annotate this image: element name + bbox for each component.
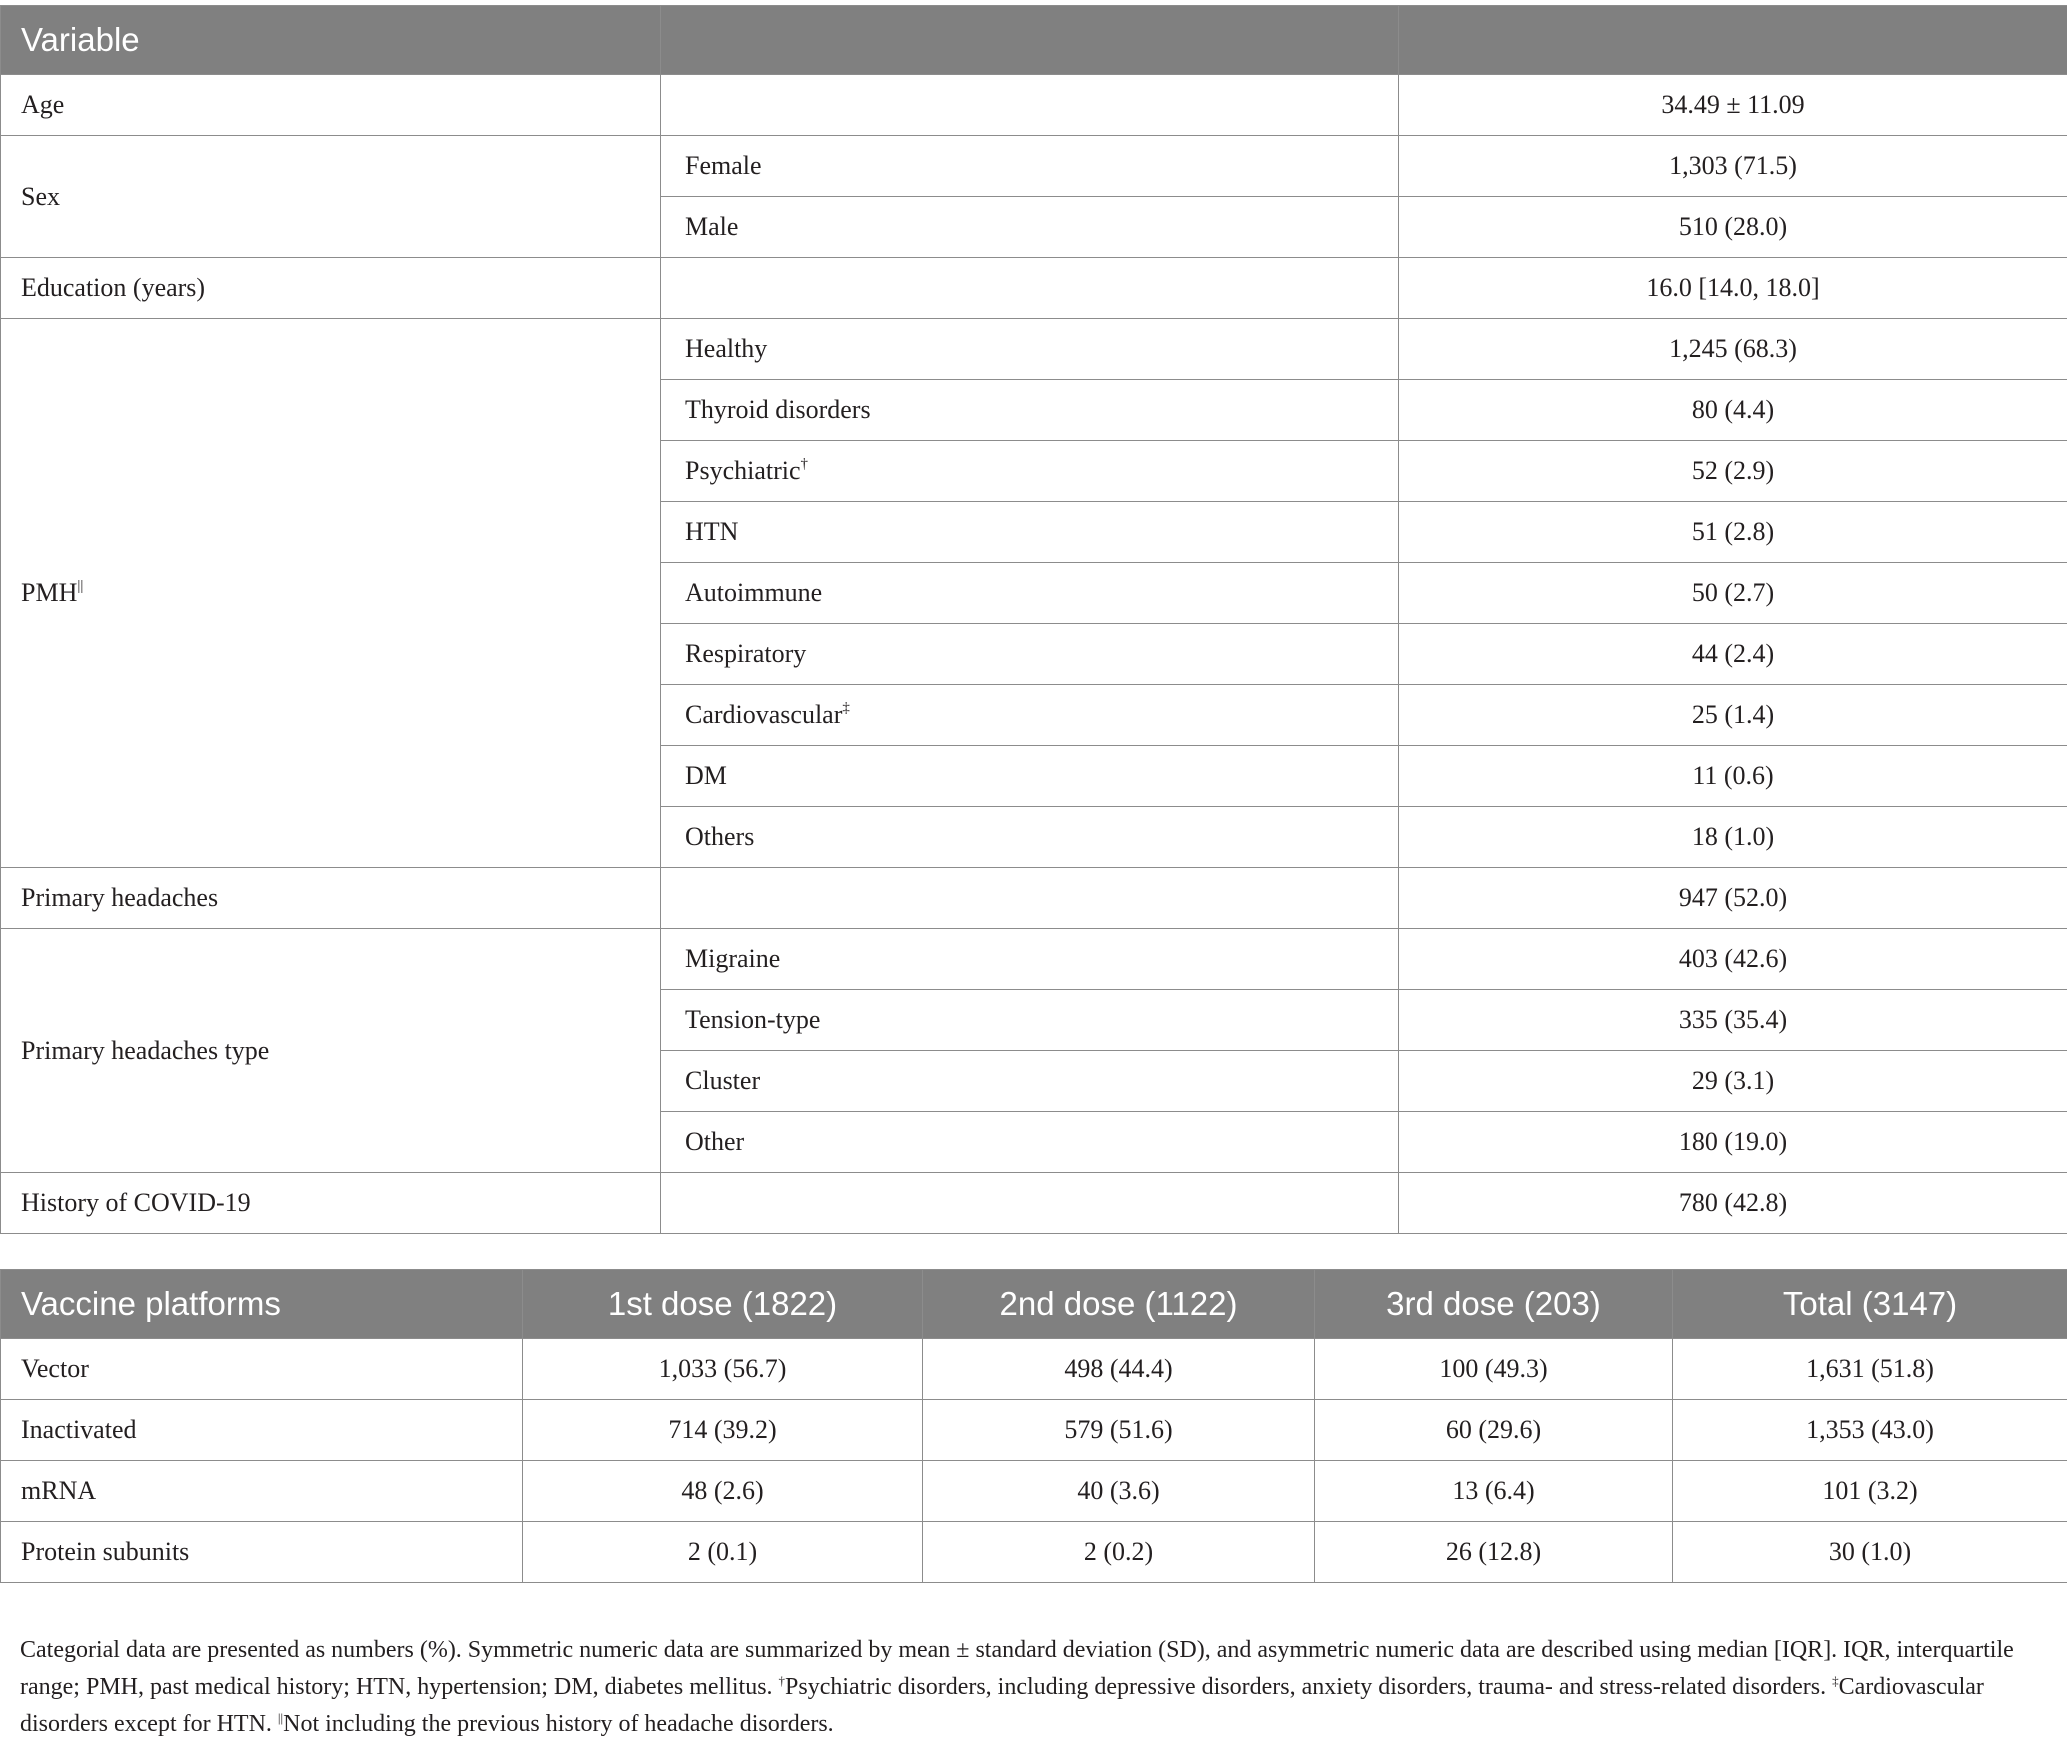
category-cell: Thyroid disorders — [661, 380, 1399, 441]
platform-cell: mRNA — [1, 1461, 523, 1522]
category-cell — [661, 1173, 1399, 1234]
value-cell: 25 (1.4) — [1399, 685, 2067, 746]
table-row — [1, 1522, 2067, 1583]
category-label: Cardiovascular — [685, 700, 843, 729]
category-cell: Others — [661, 807, 1399, 868]
table-footnote — [20, 1632, 2050, 1743]
table-row — [1, 75, 2067, 136]
dose-2-cell: 579 (51.6) — [923, 1400, 1315, 1461]
value-cell: 18 (1.0) — [1399, 807, 2067, 868]
category-cell: Tension-type — [661, 990, 1399, 1051]
category-cell: HTN — [661, 502, 1399, 563]
value-cell: 335 (35.4) — [1399, 990, 2067, 1051]
variable-cell: Primary headaches — [1, 868, 661, 929]
table-row — [1, 136, 2067, 197]
category-cell: DM — [661, 746, 1399, 807]
footnote-text: Categorial data are presented as numbers (%). Symmetric numeric data are summarized by mean ± standard deviation (SD), and asymmetric numeric data are described using median [IQR]. IQR, interquartile range; PMH, past medical history; HTN, hypertension; DM, diabetes mellitus. — [20, 1637, 2014, 1700]
table-row — [1, 1173, 2067, 1234]
dose-3-cell: 13 (6.4) — [1315, 1461, 1673, 1522]
footnote-mark: || — [277, 1710, 284, 1725]
footnote-mark: † — [800, 456, 809, 472]
dose-2-cell: 40 (3.6) — [923, 1461, 1315, 1522]
footnote-mark: ‡ — [1832, 1673, 1839, 1688]
total-cell: 1,631 (51.8) — [1673, 1339, 2067, 1400]
category-cell: Other — [661, 1112, 1399, 1173]
category-cell — [661, 75, 1399, 136]
value-cell: 50 (2.7) — [1399, 563, 2067, 624]
platform-cell: Protein subunits — [1, 1522, 523, 1583]
category-cell — [661, 258, 1399, 319]
total-cell: 30 (1.0) — [1673, 1522, 2067, 1583]
table-row — [1, 868, 2067, 929]
table-header-row — [1, 6, 2067, 75]
value-cell: 180 (19.0) — [1399, 1112, 2067, 1173]
value-cell: 34.49 ± 11.09 — [1399, 75, 2067, 136]
variable-cell: Education (years) — [1, 258, 661, 319]
footnote-mark: ‡ — [842, 700, 850, 716]
variable-cell: Age — [1, 75, 661, 136]
category-cell: Female — [661, 136, 1399, 197]
value-cell: 16.0 [14.0, 18.0] — [1399, 258, 2067, 319]
header-variable: Variable — [1, 6, 661, 75]
vaccine-platforms-table — [0, 1269, 2067, 1583]
demographics-table — [0, 5, 2067, 1234]
category-cell — [661, 441, 1399, 502]
dose-1-cell: 48 (2.6) — [523, 1461, 923, 1522]
header-dose-3: 3rd dose (203) — [1315, 1270, 1673, 1339]
category-cell: Migraine — [661, 929, 1399, 990]
table-row — [1, 319, 2067, 380]
variable-cell: Primary headaches type — [1, 929, 661, 1173]
header-platform: Vaccine platforms — [1, 1270, 523, 1339]
variable-label: PMH — [21, 578, 78, 607]
category-cell — [661, 685, 1399, 746]
dose-1-cell: 2 (0.1) — [523, 1522, 923, 1583]
category-cell: Autoimmune — [661, 563, 1399, 624]
value-cell: 80 (4.4) — [1399, 380, 2067, 441]
footnote-mark: || — [77, 578, 84, 594]
dose-2-cell: 498 (44.4) — [923, 1339, 1315, 1400]
table-header-row — [1, 1270, 2067, 1339]
dose-3-cell: 60 (29.6) — [1315, 1400, 1673, 1461]
header-total: Total (3147) — [1673, 1270, 2067, 1339]
table-row — [1, 1339, 2067, 1400]
header-value — [1399, 6, 2067, 75]
category-label: Psychiatric — [685, 456, 801, 485]
footnote-text: Psychiatric disorders, including depressive disorders, anxiety disorders, trauma- and stress-related disorders. — [785, 1674, 1833, 1700]
dose-3-cell: 100 (49.3) — [1315, 1339, 1673, 1400]
category-cell: Respiratory — [661, 624, 1399, 685]
value-cell: 29 (3.1) — [1399, 1051, 2067, 1112]
footnote-text: Cardiovascular disorders except for HTN. — [20, 1674, 1984, 1737]
platform-cell: Inactivated — [1, 1400, 523, 1461]
table-row — [1, 1461, 2067, 1522]
category-cell: Healthy — [661, 319, 1399, 380]
variable-cell: History of COVID-19 — [1, 1173, 661, 1234]
value-cell: 52 (2.9) — [1399, 441, 2067, 502]
header-dose-2: 2nd dose (1122) — [923, 1270, 1315, 1339]
value-cell: 11 (0.6) — [1399, 746, 2067, 807]
dose-3-cell: 26 (12.8) — [1315, 1522, 1673, 1583]
variable-cell: Sex — [1, 136, 661, 258]
platform-cell: Vector — [1, 1339, 523, 1400]
table-row — [1, 929, 2067, 990]
total-cell: 1,353 (43.0) — [1673, 1400, 2067, 1461]
value-cell: 1,303 (71.5) — [1399, 136, 2067, 197]
header-dose-1: 1st dose (1822) — [523, 1270, 923, 1339]
header-category — [661, 6, 1399, 75]
value-cell: 510 (28.0) — [1399, 197, 2067, 258]
dose-1-cell: 714 (39.2) — [523, 1400, 923, 1461]
value-cell: 1,245 (68.3) — [1399, 319, 2067, 380]
total-cell: 101 (3.2) — [1673, 1461, 2067, 1522]
category-cell — [661, 868, 1399, 929]
footnote-mark: † — [778, 1673, 786, 1688]
value-cell: 403 (42.6) — [1399, 929, 2067, 990]
dose-2-cell: 2 (0.2) — [923, 1522, 1315, 1583]
dose-1-cell: 1,033 (56.7) — [523, 1339, 923, 1400]
value-cell: 44 (2.4) — [1399, 624, 2067, 685]
category-cell: Cluster — [661, 1051, 1399, 1112]
category-cell: Male — [661, 197, 1399, 258]
variable-cell — [1, 319, 661, 868]
value-cell: 947 (52.0) — [1399, 868, 2067, 929]
value-cell: 780 (42.8) — [1399, 1173, 2067, 1234]
table-row — [1, 258, 2067, 319]
table-row — [1, 1400, 2067, 1461]
value-cell: 51 (2.8) — [1399, 502, 2067, 563]
footnote-text: Not including the previous history of headache disorders. — [283, 1711, 834, 1737]
